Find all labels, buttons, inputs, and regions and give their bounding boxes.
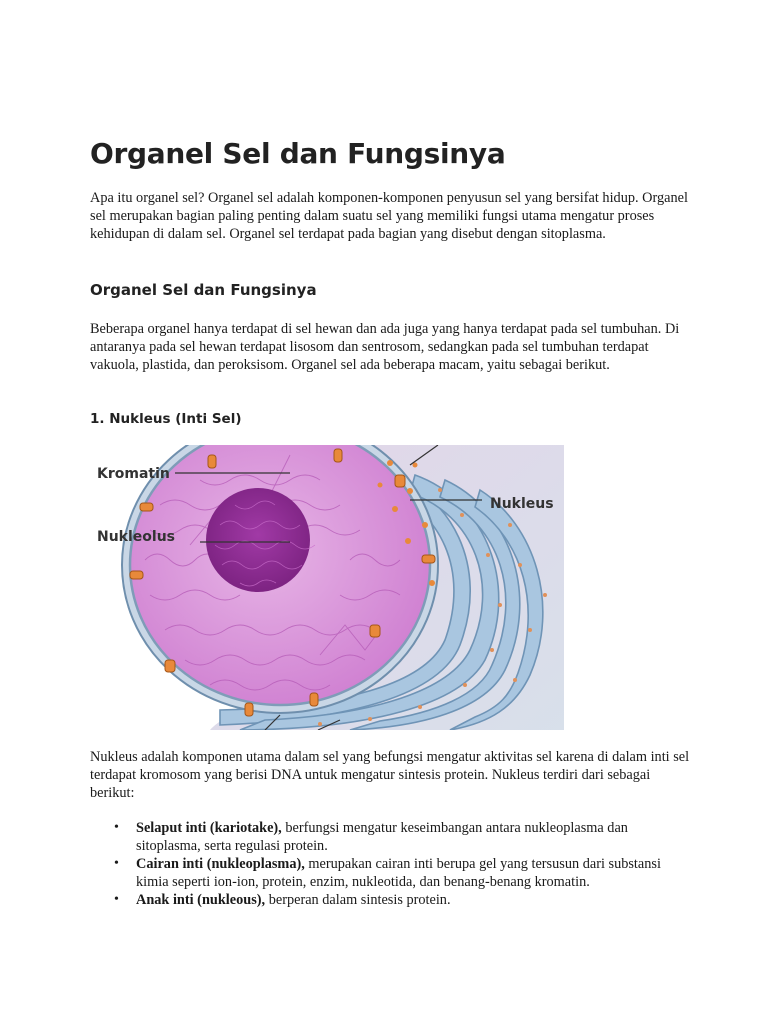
bullet-icon: • [114, 892, 119, 907]
bullet-icon: • [114, 820, 119, 835]
section-heading: Organel Sel dan Fungsinya [90, 281, 317, 299]
list-item-desc: berperan dalam sintesis protein. [265, 892, 451, 908]
list-item [90, 819, 690, 855]
list-item-desc: berfungsi mengatur keseimbangan antara nukleoplasma dan sitoplasma, serta regulasi protein. [136, 820, 628, 854]
page-title: Organel Sel dan Fungsinya [90, 137, 506, 170]
list-item-term: Selaput inti (kariotake), [136, 820, 282, 836]
nucleus-paragraph: Nukleus adalah komponen utama dalam sel yang befungsi mengatur aktivitas sel karena di dalam inti sel terdapat kromosom yang berisi DNA untuk mengatur sintesis protein. Nukleus terdiri dari sebagai berikut: [90, 749, 690, 801]
list-item [90, 891, 690, 909]
list-item-desc: merupakan cairan inti berupa gel yang tersusun dari substansi kimia seperti ion-ion, protein, enzim, nukleotida, dan benang-benang kromatin. [136, 856, 661, 890]
list-item-term: Anak inti (nukleous), [136, 892, 266, 908]
label-nukleus: Nukleus [490, 496, 554, 512]
label-kromatin: Kromatin [97, 466, 170, 482]
list-item [90, 855, 690, 891]
nucleus-diagram [90, 445, 564, 730]
intro-paragraph: Apa itu organel sel? Organel sel adalah komponen-komponen penyusun sel yang bersifat hidup. Organel sel merupakan bagian paling penting dalam suatu sel yang memiliki fungsi utama mengatur proses kehidupan di dalam sel. Organel sel terdapat pada bagian yang disebut dengan sitoplasma. [90, 190, 688, 242]
bullet-icon: • [114, 856, 119, 871]
nucleus-illustration [90, 445, 564, 730]
label-nukleolus: Nukleolus [97, 529, 176, 545]
nucleus-parts-list [90, 819, 690, 909]
nukleus-heading: 1. Nukleus (Inti Sel) [90, 411, 242, 427]
section-paragraph: Beberapa organel hanya terdapat di sel hewan dan ada juga yang hanya terdapat pada sel tumbuhan. Di antaranya pada sel hewan terdapat lisosom dan sentrosom, sedangkan pada sel tumbuhan terdapat vakuola, plastida, dan peroksisom. Organel sel ada beberapa macam, yaitu sebagai berikut. [90, 321, 680, 373]
list-item-term: Cairan inti (nukleoplasma), [136, 856, 305, 872]
